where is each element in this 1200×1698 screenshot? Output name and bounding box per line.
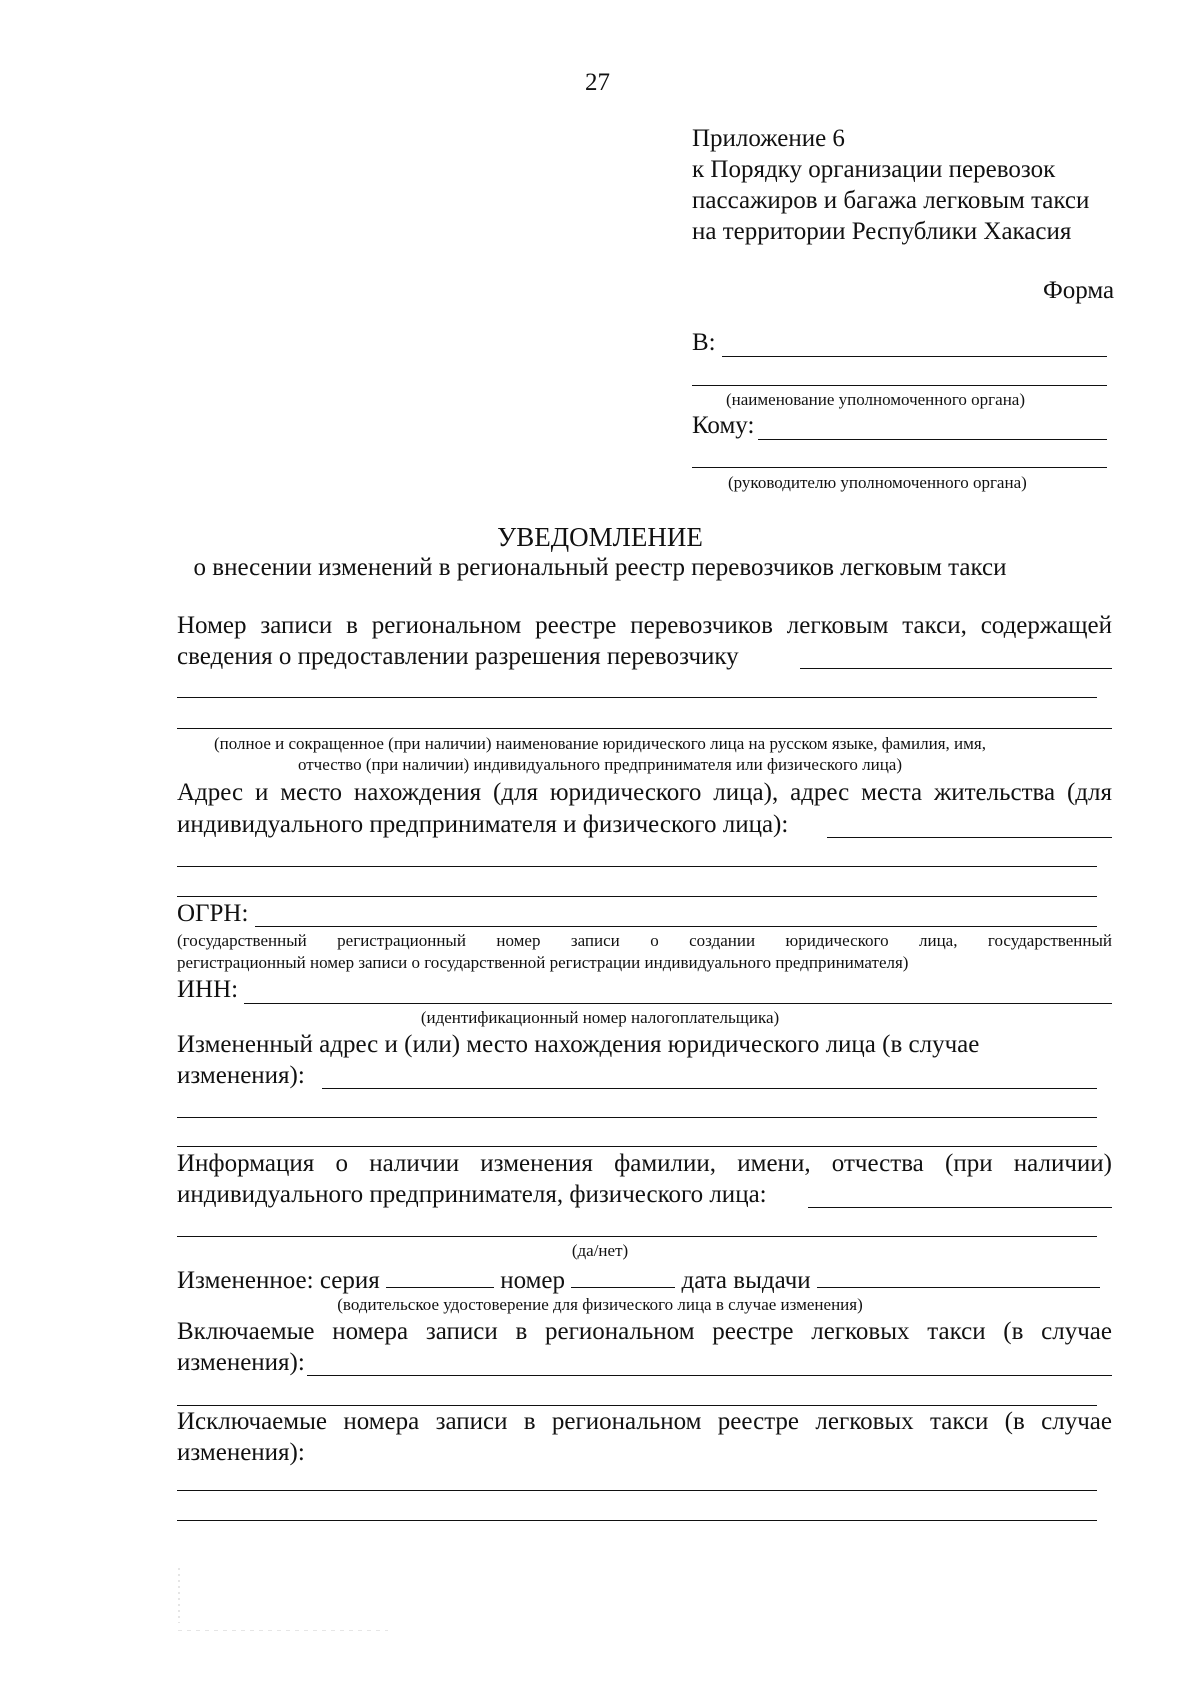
series-label: Измененное: серия: [177, 1267, 380, 1294]
number-label: номер: [500, 1267, 566, 1294]
form-label: Форма: [1043, 277, 1115, 304]
document-title: УВЕДОМЛЕНИЕ: [497, 522, 703, 552]
ogrn-caption-2: регистрационный номер записи о государственной регистрации индивидуального предпринимателя): [177, 953, 909, 972]
excluded-text: Исключаемые номера записи в региональном реестре легковых такси (в случае: [177, 1408, 1112, 1435]
series-input-line[interactable]: [386, 1263, 494, 1288]
address-text: Адрес и место нахождения (для юридического лица), адрес места жительства (для: [177, 779, 1112, 806]
included-text: Включаемые номера записи в региональном реестре легковых такси (в случае: [177, 1318, 1112, 1345]
changed-address-input-line[interactable]: [322, 1088, 1097, 1089]
appendix-line: пассажиров и багажа легковым такси: [692, 187, 1090, 214]
issue-date-input-line[interactable]: [817, 1263, 1100, 1288]
ogrn-caption: (государственный регистрационный номер записи о создании юридического лица, государственный: [177, 931, 1112, 950]
carrier-name-caption: (полное и сокращенное (при наличии) наименование юридического лица на русском языке, фамилия, имя,: [214, 734, 986, 753]
yes-no-input-line[interactable]: [177, 1236, 1097, 1237]
carrier-name-caption-2: отчество (при наличии) индивидуального предпринимателя или физического лица): [297, 755, 903, 774]
record-number-input-line[interactable]: [800, 668, 1112, 669]
excluded-text-2: изменения):: [177, 1439, 305, 1466]
name-change-text-2: индивидуального предпринимателя, физического лица:: [177, 1181, 767, 1208]
appendix-line: Приложение 6: [692, 125, 845, 152]
included-text-2: изменения):: [177, 1349, 305, 1376]
record-number-text: Номер записи в региональном реестре перевозчиков легковым такси, содержащей: [177, 612, 1112, 639]
changed-address-input-line-2[interactable]: [177, 1117, 1097, 1118]
document-subtitle: о внесении изменений в региональный реестр перевозчиков легковым такси: [193, 554, 1007, 581]
carrier-name-input-line[interactable]: [177, 697, 1097, 698]
name-change-text: Информация о наличии изменения фамилии, имени, отчества (при наличии): [177, 1150, 1112, 1177]
inn-input-line[interactable]: [244, 1003, 1112, 1004]
carrier-name-input-line-2[interactable]: [177, 728, 1112, 729]
whom-label: Кому:: [692, 412, 755, 439]
issue-date-label: дата выдачи: [681, 1267, 811, 1294]
inn-label: ИНН:: [177, 976, 239, 1003]
ogrn-label: ОГРН:: [177, 900, 249, 927]
record-number-text-2: сведения о предоставлении разрешения перевозчику: [177, 643, 739, 670]
included-input-line[interactable]: [307, 1375, 1112, 1376]
to-label: В:: [692, 329, 716, 356]
ogrn-input-line[interactable]: [255, 926, 1097, 927]
changed-address-text: Измененный адрес и (или) место нахождения юридического лица (в случае: [177, 1031, 980, 1058]
appendix-line: к Порядку организации перевозок: [692, 156, 1056, 183]
address-text-2: индивидуального предпринимателя и физического лица):: [177, 811, 789, 838]
address-input-line-3[interactable]: [177, 896, 1097, 897]
to-input-line[interactable]: [722, 356, 1107, 357]
license-row: [177, 1263, 1100, 1296]
included-input-line-2[interactable]: [177, 1405, 1097, 1406]
excluded-input-line-2[interactable]: [177, 1520, 1097, 1521]
inn-caption: (идентификационный номер налогоплательщика): [420, 1008, 780, 1027]
whom-input-line-2[interactable]: [692, 467, 1107, 468]
to-input-line-2[interactable]: [692, 385, 1107, 386]
yes-no-caption: (да/нет): [571, 1241, 629, 1260]
whom-input-line[interactable]: [758, 439, 1107, 440]
to-caption: (наименование уполномоченного органа): [726, 390, 1026, 409]
appendix-line: на территории Республики Хакасия: [692, 218, 1072, 245]
whom-caption: (руководителю уполномоченного органа): [728, 473, 1027, 492]
scan-artifact: [178, 1568, 398, 1638]
number-input-line[interactable]: [571, 1263, 675, 1288]
license-caption: (водительское удостоверение для физического лица в случае изменения): [337, 1295, 863, 1314]
changed-address-text-2: изменения):: [177, 1062, 305, 1089]
changed-address-input-line-3[interactable]: [177, 1146, 1097, 1147]
address-input-line-2[interactable]: [177, 866, 1097, 867]
page-number: 27: [585, 69, 610, 96]
name-change-input-line[interactable]: [808, 1207, 1112, 1208]
address-input-line[interactable]: [827, 837, 1112, 838]
excluded-input-line[interactable]: [177, 1490, 1097, 1491]
